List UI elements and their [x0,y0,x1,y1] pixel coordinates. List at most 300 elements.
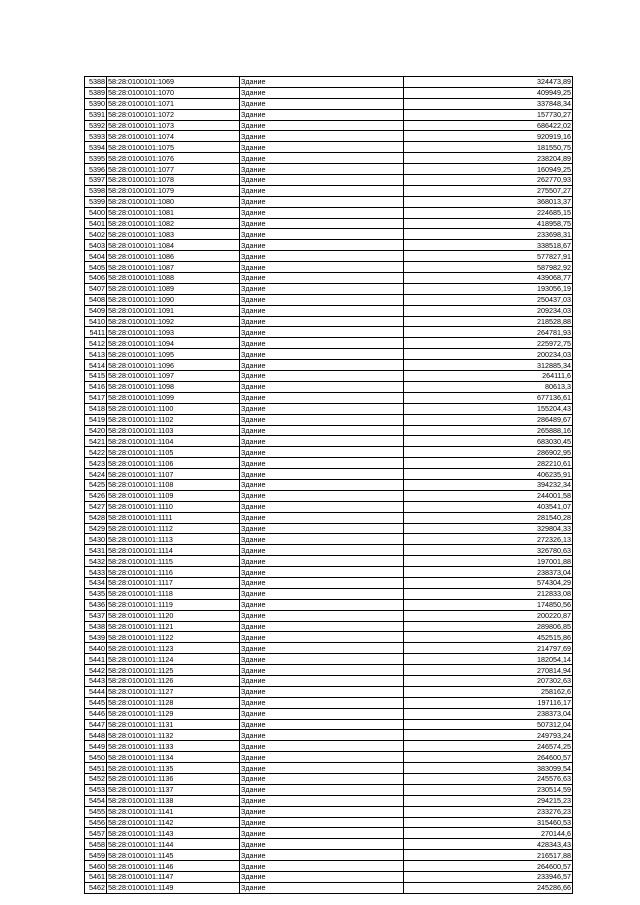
cadastral-number-cell: 58:28:0100101:1072 [107,109,240,120]
cadastral-number-cell: 58:28:0100101:1073 [107,120,240,131]
row-number-cell: 5461 [85,872,107,883]
row-number-cell: 5455 [85,806,107,817]
cadastral-value-cell: 160949,25 [404,164,573,175]
table-row [85,479,573,490]
cadastral-value-cell: 181550,75 [404,142,573,153]
row-number-cell: 5405 [85,262,107,273]
object-type-cell: Здание [240,697,404,708]
row-number-cell: 5415 [85,371,107,382]
cadastral-number-cell: 58:28:0100101:1107 [107,469,240,480]
cadastral-value-cell: 507312,04 [404,719,573,730]
cadastral-number-cell: 58:28:0100101:1118 [107,588,240,599]
row-number-cell: 5407 [85,283,107,294]
table-row [85,556,573,567]
object-type-cell: Здание [240,665,404,676]
cadastral-number-cell: 58:28:0100101:1142 [107,817,240,828]
cadastral-value-cell: 214797,69 [404,643,573,654]
object-type-cell: Здание [240,784,404,795]
table-row [85,839,573,850]
row-number-cell: 5436 [85,599,107,610]
cadastral-value-cell: 286489,67 [404,414,573,425]
table-row [85,175,573,186]
object-type-cell: Здание [240,501,404,512]
cadastral-number-cell: 58:28:0100101:1100 [107,403,240,414]
table-row [85,229,573,240]
cadastral-value-cell: 238373,04 [404,708,573,719]
cadastral-value-cell: 224685,15 [404,207,573,218]
table-row [85,142,573,153]
cadastral-number-cell: 58:28:0100101:1109 [107,490,240,501]
cadastral-value-cell: 294215,23 [404,795,573,806]
cadastral-number-cell: 58:28:0100101:1076 [107,153,240,164]
table-row [85,273,573,284]
row-number-cell: 5411 [85,327,107,338]
object-type-cell: Здание [240,675,404,686]
object-type-cell: Здание [240,741,404,752]
table-row [85,164,573,175]
cadastral-number-cell: 58:28:0100101:1136 [107,774,240,785]
cadastral-number-cell: 58:28:0100101:1113 [107,534,240,545]
row-number-cell: 5399 [85,196,107,207]
cadastral-value-cell: 406235,91 [404,469,573,480]
cadastral-value-cell: 218528,88 [404,316,573,327]
object-type-cell: Здание [240,240,404,251]
table-row [85,654,573,665]
object-type-cell: Здание [240,686,404,697]
cadastral-value-cell: 409949,25 [404,87,573,98]
row-number-cell: 5394 [85,142,107,153]
cadastral-value-cell: 383099,54 [404,763,573,774]
row-number-cell: 5414 [85,360,107,371]
table-row [85,185,573,196]
table-row [85,240,573,251]
cadastral-value-cell: 207302,63 [404,675,573,686]
table-row [85,262,573,273]
row-number-cell: 5441 [85,654,107,665]
row-number-cell: 5410 [85,316,107,327]
cadastral-value-cell: 238373,04 [404,567,573,578]
object-type-cell: Здание [240,556,404,567]
cadastral-number-cell: 58:28:0100101:1119 [107,599,240,610]
cadastral-number-cell: 58:28:0100101:1137 [107,784,240,795]
object-type-cell: Здание [240,360,404,371]
cadastral-number-cell: 58:28:0100101:1084 [107,240,240,251]
row-number-cell: 5395 [85,153,107,164]
table-row [85,87,573,98]
cadastral-number-cell: 58:28:0100101:1116 [107,567,240,578]
table-row [85,77,573,88]
cadastral-value-cell: 238204,89 [404,153,573,164]
table-row [85,621,573,632]
cadastral-value-cell: 324473,89 [404,77,573,88]
object-type-cell: Здание [240,534,404,545]
row-number-cell: 5391 [85,109,107,120]
object-type-cell: Здание [240,447,404,458]
table-row [85,218,573,229]
cadastral-value-cell: 225972,75 [404,338,573,349]
row-number-cell: 5425 [85,479,107,490]
table-row [85,283,573,294]
object-type-cell: Здание [240,392,404,403]
row-number-cell: 5453 [85,784,107,795]
cadastral-value-cell: 587982,92 [404,262,573,273]
row-number-cell: 5452 [85,774,107,785]
object-type-cell: Здание [240,882,404,893]
cadastral-number-cell: 58:28:0100101:1075 [107,142,240,153]
cadastral-value-cell: 338518,67 [404,240,573,251]
cadastral-number-cell: 58:28:0100101:1114 [107,545,240,556]
object-type-cell: Здание [240,77,404,88]
table-row [85,447,573,458]
object-type-cell: Здание [240,752,404,763]
cadastral-value-cell: 200220,87 [404,610,573,621]
table-row [85,872,573,883]
cadastral-value-cell: 264781,93 [404,327,573,338]
cadastral-number-cell: 58:28:0100101:1077 [107,164,240,175]
cadastral-value-cell: 264111,6 [404,371,573,382]
cadastral-value-cell: 394232,34 [404,479,573,490]
table-row [85,763,573,774]
cadastral-value-cell: 258162,6 [404,686,573,697]
table-row [85,730,573,741]
table-row [85,665,573,676]
cadastral-value-cell: 403541,07 [404,501,573,512]
cadastral-value-cell: 577827,91 [404,251,573,262]
object-type-cell: Здание [240,458,404,469]
cadastral-value-cell: 245576,63 [404,774,573,785]
cadastral-value-cell: 200234,03 [404,349,573,360]
table-row [85,120,573,131]
object-type-cell: Здание [240,708,404,719]
row-number-cell: 5393 [85,131,107,142]
object-type-cell: Здание [240,719,404,730]
object-type-cell: Здание [240,175,404,186]
object-type-cell: Здание [240,763,404,774]
cadastral-number-cell: 58:28:0100101:1128 [107,697,240,708]
cadastral-value-cell: 686422,02 [404,120,573,131]
cadastral-value-cell: 270814,94 [404,665,573,676]
cadastral-number-cell: 58:28:0100101:1124 [107,654,240,665]
property-table [84,76,573,894]
cadastral-value-cell: 264600,57 [404,861,573,872]
table-row [85,719,573,730]
cadastral-number-cell: 58:28:0100101:1108 [107,479,240,490]
object-type-cell: Здание [240,283,404,294]
cadastral-number-cell: 58:28:0100101:1141 [107,806,240,817]
cadastral-value-cell: 683030,45 [404,436,573,447]
object-type-cell: Здание [240,164,404,175]
table-row [85,567,573,578]
cadastral-number-cell: 58:28:0100101:1083 [107,229,240,240]
cadastral-value-cell: 312885,34 [404,360,573,371]
table-row [85,512,573,523]
cadastral-value-cell: 368013,37 [404,196,573,207]
cadastral-number-cell: 58:28:0100101:1070 [107,87,240,98]
table-row [85,338,573,349]
row-number-cell: 5442 [85,665,107,676]
table-row [85,109,573,120]
table-row [85,588,573,599]
cadastral-value-cell: 270144,6 [404,828,573,839]
cadastral-number-cell: 58:28:0100101:1105 [107,447,240,458]
object-type-cell: Здание [240,196,404,207]
cadastral-number-cell: 58:28:0100101:1090 [107,294,240,305]
cadastral-value-cell: 452515,86 [404,632,573,643]
cadastral-number-cell: 58:28:0100101:1134 [107,752,240,763]
object-type-cell: Здание [240,621,404,632]
cadastral-number-cell: 58:28:0100101:1104 [107,436,240,447]
object-type-cell: Здание [240,414,404,425]
row-number-cell: 5458 [85,839,107,850]
row-number-cell: 5431 [85,545,107,556]
row-number-cell: 5397 [85,175,107,186]
row-number-cell: 5389 [85,87,107,98]
cadastral-value-cell: 233698,31 [404,229,573,240]
cadastral-number-cell: 58:28:0100101:1122 [107,632,240,643]
cadastral-number-cell: 58:28:0100101:1132 [107,730,240,741]
table-row [85,403,573,414]
row-number-cell: 5413 [85,349,107,360]
row-number-cell: 5427 [85,501,107,512]
table-row [85,458,573,469]
table-row [85,795,573,806]
cadastral-value-cell: 230514,59 [404,784,573,795]
cadastral-number-cell: 58:28:0100101:1131 [107,719,240,730]
object-type-cell: Здание [240,479,404,490]
cadastral-number-cell: 58:28:0100101:1138 [107,795,240,806]
object-type-cell: Здание [240,632,404,643]
cadastral-value-cell: 262770,93 [404,175,573,186]
object-type-cell: Здание [240,229,404,240]
table-row [85,708,573,719]
row-number-cell: 5422 [85,447,107,458]
cadastral-number-cell: 58:28:0100101:1111 [107,512,240,523]
table-row [85,251,573,262]
row-number-cell: 5428 [85,512,107,523]
row-number-cell: 5454 [85,795,107,806]
object-type-cell: Здание [240,850,404,861]
row-number-cell: 5417 [85,392,107,403]
table-row [85,632,573,643]
row-number-cell: 5435 [85,588,107,599]
cadastral-number-cell: 58:28:0100101:1078 [107,175,240,186]
object-type-cell: Здание [240,643,404,654]
cadastral-number-cell: 58:28:0100101:1089 [107,283,240,294]
table-row [85,752,573,763]
table-row [85,817,573,828]
row-number-cell: 5440 [85,643,107,654]
row-number-cell: 5437 [85,610,107,621]
cadastral-number-cell: 58:28:0100101:1146 [107,861,240,872]
property-table-body [85,77,573,894]
object-type-cell: Здание [240,338,404,349]
cadastral-value-cell: 197001,88 [404,556,573,567]
row-number-cell: 5390 [85,98,107,109]
cadastral-number-cell: 58:28:0100101:1074 [107,131,240,142]
table-row [85,436,573,447]
object-type-cell: Здание [240,567,404,578]
object-type-cell: Здание [240,142,404,153]
cadastral-number-cell: 58:28:0100101:1069 [107,77,240,88]
table-row [85,523,573,534]
table-row [85,697,573,708]
object-type-cell: Здание [240,251,404,262]
table-row [85,414,573,425]
cadastral-value-cell: 250437,03 [404,294,573,305]
cadastral-number-cell: 58:28:0100101:1144 [107,839,240,850]
row-number-cell: 5404 [85,251,107,262]
object-type-cell: Здание [240,381,404,392]
table-row [85,501,573,512]
table-row [85,490,573,501]
row-number-cell: 5400 [85,207,107,218]
object-type-cell: Здание [240,109,404,120]
row-number-cell: 5418 [85,403,107,414]
table-row [85,686,573,697]
row-number-cell: 5420 [85,425,107,436]
cadastral-number-cell: 58:28:0100101:1129 [107,708,240,719]
row-number-cell: 5424 [85,469,107,480]
object-type-cell: Здание [240,654,404,665]
table-row [85,153,573,164]
row-number-cell: 5438 [85,621,107,632]
cadastral-number-cell: 58:28:0100101:1143 [107,828,240,839]
cadastral-number-cell: 58:28:0100101:1071 [107,98,240,109]
table-row [85,828,573,839]
cadastral-number-cell: 58:28:0100101:1117 [107,577,240,588]
row-number-cell: 5449 [85,741,107,752]
cadastral-number-cell: 58:28:0100101:1099 [107,392,240,403]
row-number-cell: 5421 [85,436,107,447]
row-number-cell: 5444 [85,686,107,697]
cadastral-value-cell: 157730,27 [404,109,573,120]
row-number-cell: 5401 [85,218,107,229]
cadastral-number-cell: 58:28:0100101:1087 [107,262,240,273]
cadastral-value-cell: 289806,85 [404,621,573,632]
object-type-cell: Здание [240,207,404,218]
row-number-cell: 5451 [85,763,107,774]
object-type-cell: Здание [240,806,404,817]
object-type-cell: Здание [240,371,404,382]
table-row [85,784,573,795]
cadastral-number-cell: 58:28:0100101:1123 [107,643,240,654]
cadastral-number-cell: 58:28:0100101:1112 [107,523,240,534]
table-row [85,675,573,686]
table-row [85,316,573,327]
object-type-cell: Здание [240,131,404,142]
table-row [85,599,573,610]
cadastral-number-cell: 58:28:0100101:1102 [107,414,240,425]
object-type-cell: Здание [240,861,404,872]
cadastral-value-cell: 677136,61 [404,392,573,403]
cadastral-value-cell: 428343,43 [404,839,573,850]
row-number-cell: 5412 [85,338,107,349]
cadastral-number-cell: 58:28:0100101:1094 [107,338,240,349]
cadastral-value-cell: 282210,61 [404,458,573,469]
table-row [85,305,573,316]
cadastral-value-cell: 209234,03 [404,305,573,316]
object-type-cell: Здание [240,87,404,98]
object-type-cell: Здание [240,436,404,447]
cadastral-number-cell: 58:28:0100101:1149 [107,882,240,893]
object-type-cell: Здание [240,545,404,556]
object-type-cell: Здание [240,490,404,501]
table-row [85,392,573,403]
row-number-cell: 5388 [85,77,107,88]
cadastral-value-cell: 182054,14 [404,654,573,665]
cadastral-value-cell: 197116,17 [404,697,573,708]
cadastral-number-cell: 58:28:0100101:1133 [107,741,240,752]
cadastral-number-cell: 58:28:0100101:1103 [107,425,240,436]
cadastral-value-cell: 315460,53 [404,817,573,828]
row-number-cell: 5419 [85,414,107,425]
table-row [85,774,573,785]
row-number-cell: 5446 [85,708,107,719]
object-type-cell: Здание [240,185,404,196]
table-row [85,643,573,654]
cadastral-value-cell: 174850,56 [404,599,573,610]
cadastral-value-cell: 326780,63 [404,545,573,556]
row-number-cell: 5403 [85,240,107,251]
row-number-cell: 5460 [85,861,107,872]
object-type-cell: Здание [240,795,404,806]
cadastral-number-cell: 58:28:0100101:1120 [107,610,240,621]
table-row [85,850,573,861]
row-number-cell: 5426 [85,490,107,501]
cadastral-number-cell: 58:28:0100101:1088 [107,273,240,284]
cadastral-number-cell: 58:28:0100101:1106 [107,458,240,469]
cadastral-value-cell: 272326,13 [404,534,573,545]
cadastral-number-cell: 58:28:0100101:1081 [107,207,240,218]
cadastral-value-cell: 244001,58 [404,490,573,501]
cadastral-number-cell: 58:28:0100101:1093 [107,327,240,338]
cadastral-number-cell: 58:28:0100101:1127 [107,686,240,697]
row-number-cell: 5439 [85,632,107,643]
table-row [85,610,573,621]
row-number-cell: 5433 [85,567,107,578]
table-row [85,294,573,305]
table-row [85,207,573,218]
cadastral-number-cell: 58:28:0100101:1098 [107,381,240,392]
cadastral-value-cell: 275507,27 [404,185,573,196]
table-row [85,882,573,893]
table-row [85,861,573,872]
table-row [85,741,573,752]
object-type-cell: Здание [240,349,404,360]
cadastral-value-cell: 264600,57 [404,752,573,763]
row-number-cell: 5450 [85,752,107,763]
cadastral-number-cell: 58:28:0100101:1082 [107,218,240,229]
row-number-cell: 5445 [85,697,107,708]
row-number-cell: 5459 [85,850,107,861]
cadastral-number-cell: 58:28:0100101:1121 [107,621,240,632]
cadastral-number-cell: 58:28:0100101:1115 [107,556,240,567]
object-type-cell: Здание [240,774,404,785]
row-number-cell: 5406 [85,273,107,284]
object-type-cell: Здание [240,120,404,131]
table-row [85,131,573,142]
object-type-cell: Здание [240,817,404,828]
object-type-cell: Здание [240,294,404,305]
object-type-cell: Здание [240,828,404,839]
row-number-cell: 5402 [85,229,107,240]
cadastral-number-cell: 58:28:0100101:1080 [107,196,240,207]
row-number-cell: 5447 [85,719,107,730]
cadastral-number-cell: 58:28:0100101:1091 [107,305,240,316]
row-number-cell: 5398 [85,185,107,196]
table-row [85,577,573,588]
row-number-cell: 5429 [85,523,107,534]
